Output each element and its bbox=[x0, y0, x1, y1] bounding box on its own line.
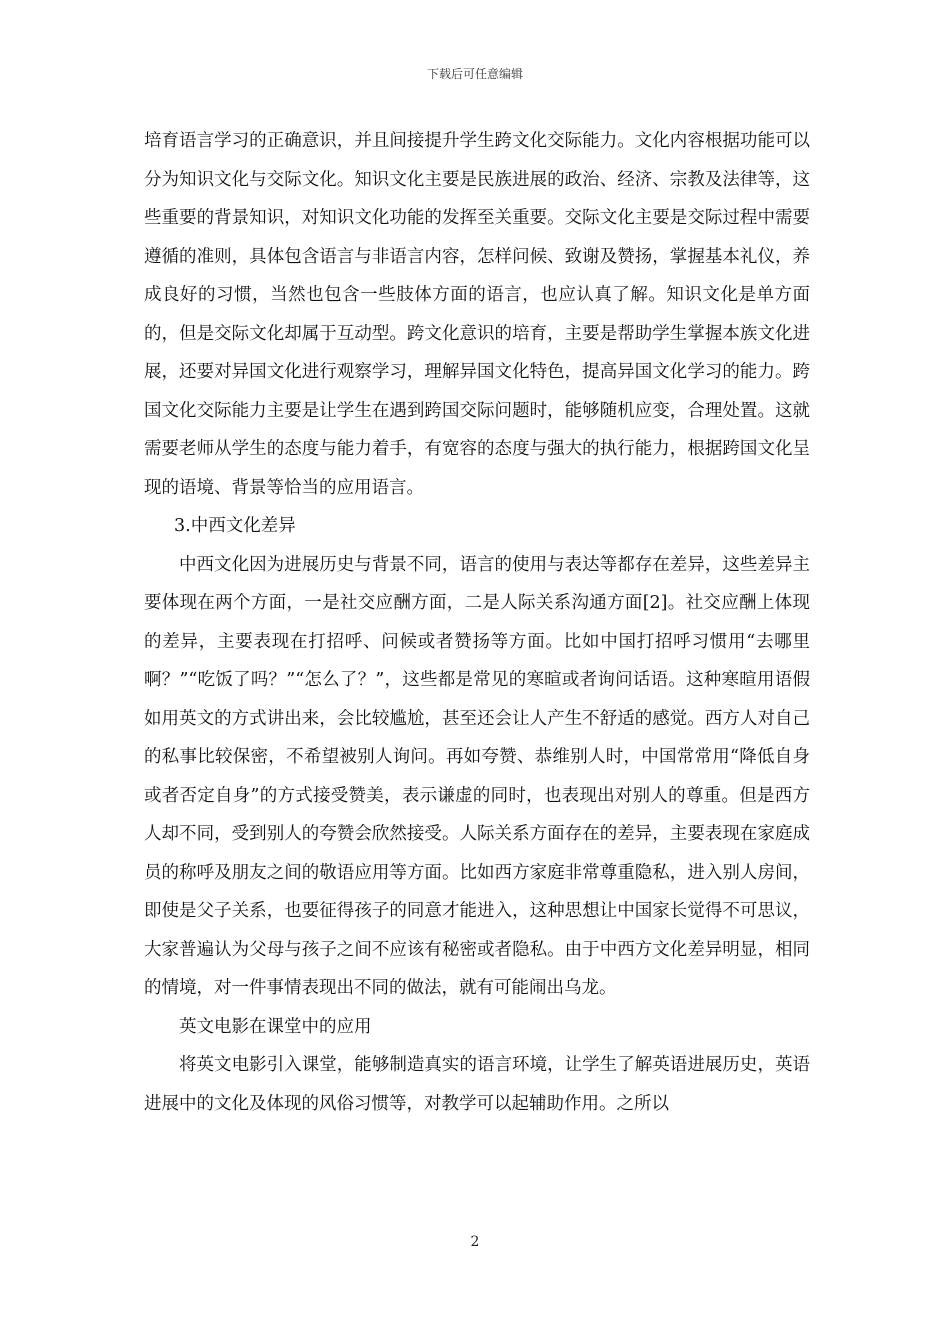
document-body bbox=[144, 122, 810, 1123]
section-heading-cultural-differences: 3.中西文化差异 bbox=[174, 516, 296, 536]
paragraph-cultural-differences: 中西文化因为进展历史与背景不同，语言的使用与表达等都存在差异，这些差异主要体现在两个方面，一是社交应酬方面，二是人际关系沟通方面[2]。社交应酬上体现的差异，主要表现在打招呼、问候或者赞扬等方面。比如中国打招呼习惯用“去哪里啊？”“吃饭了吗？”“怎么了？”，这些都是常见的寒暄或者询问话语。这种寒暄用语假如用英文的方式讲出来，会比较尴尬，甚至还会让人产生不舒适的感觉。西方人对自己的私事比较保密，不希望被别人询问。再如夸赞、恭维别人时，中国常常用“降低自身或者否定自身”的方式接受赞美，表示谦虚的同时，也表现出对别人的尊重。但是西方人却不同，受到别人的夸赞会欣然接受。人际关系方面存在的差异，主要表现在家庭成员的称呼及朋友之间的敬语应用等方面。比如西方家庭非常尊重隐私，进入别人房间，即使是父子关系，也要征得孩子的同意才能进入，这种思想让中国家长觉得不可思议，大家普遍认为父母与孩子之间不应该有秘密或者隐私。由于中西方文化差异明显，相同的情境，对一件事情表现出不同的做法，就有可能闹出乌龙。 bbox=[144, 554, 810, 998]
section-heading-english-films: 英文电影在课堂中的应用 bbox=[179, 1016, 372, 1037]
page-number: 2 bbox=[470, 1234, 480, 1250]
paragraph-cultural-awareness: 培育语言学习的正确意识，并且间接提升学生跨文化交际能力。文化内容根据功能可以分为知识文化与交际文化。知识文化主要是民族进展的政治、经济、宗教及法律等，这些重要的背景知识，对知识文化功能的发挥至关重要。交际文化主要是交际过程中需要遵循的准则，具体包含语言与非语言内容，怎样问候、致谢及赞扬，掌握基本礼仪，养成良好的习惯，当然也包含一些肢体方面的语言，也应认真了解。知识文化是单方面的，但是交际文化却属于互动型。跨文化意识的培育，主要是帮助学生掌握本族文化进展，还要对异国文化进行观察学习，理解异国文化特色，提高异国文化学习的能力。跨国文化交际能力主要是让学生在遇到跨国交际问题时，能够随机应变，合理处置。这就需要老师从学生的态度与能力着手，有宽容的态度与强大的执行能力，根据跨国文化呈现的语境、背景等恰当的应用语言。 bbox=[144, 131, 810, 498]
page-header: 下载后可任意编辑 bbox=[426, 67, 523, 81]
paragraph-english-films: 将英文电影引入课堂，能够制造真实的语言环境，让学生了解英语进展历史，英语进展中的文化及体现的风俗习惯等，对教学可以起辅助作用。之所以 bbox=[144, 1055, 810, 1114]
